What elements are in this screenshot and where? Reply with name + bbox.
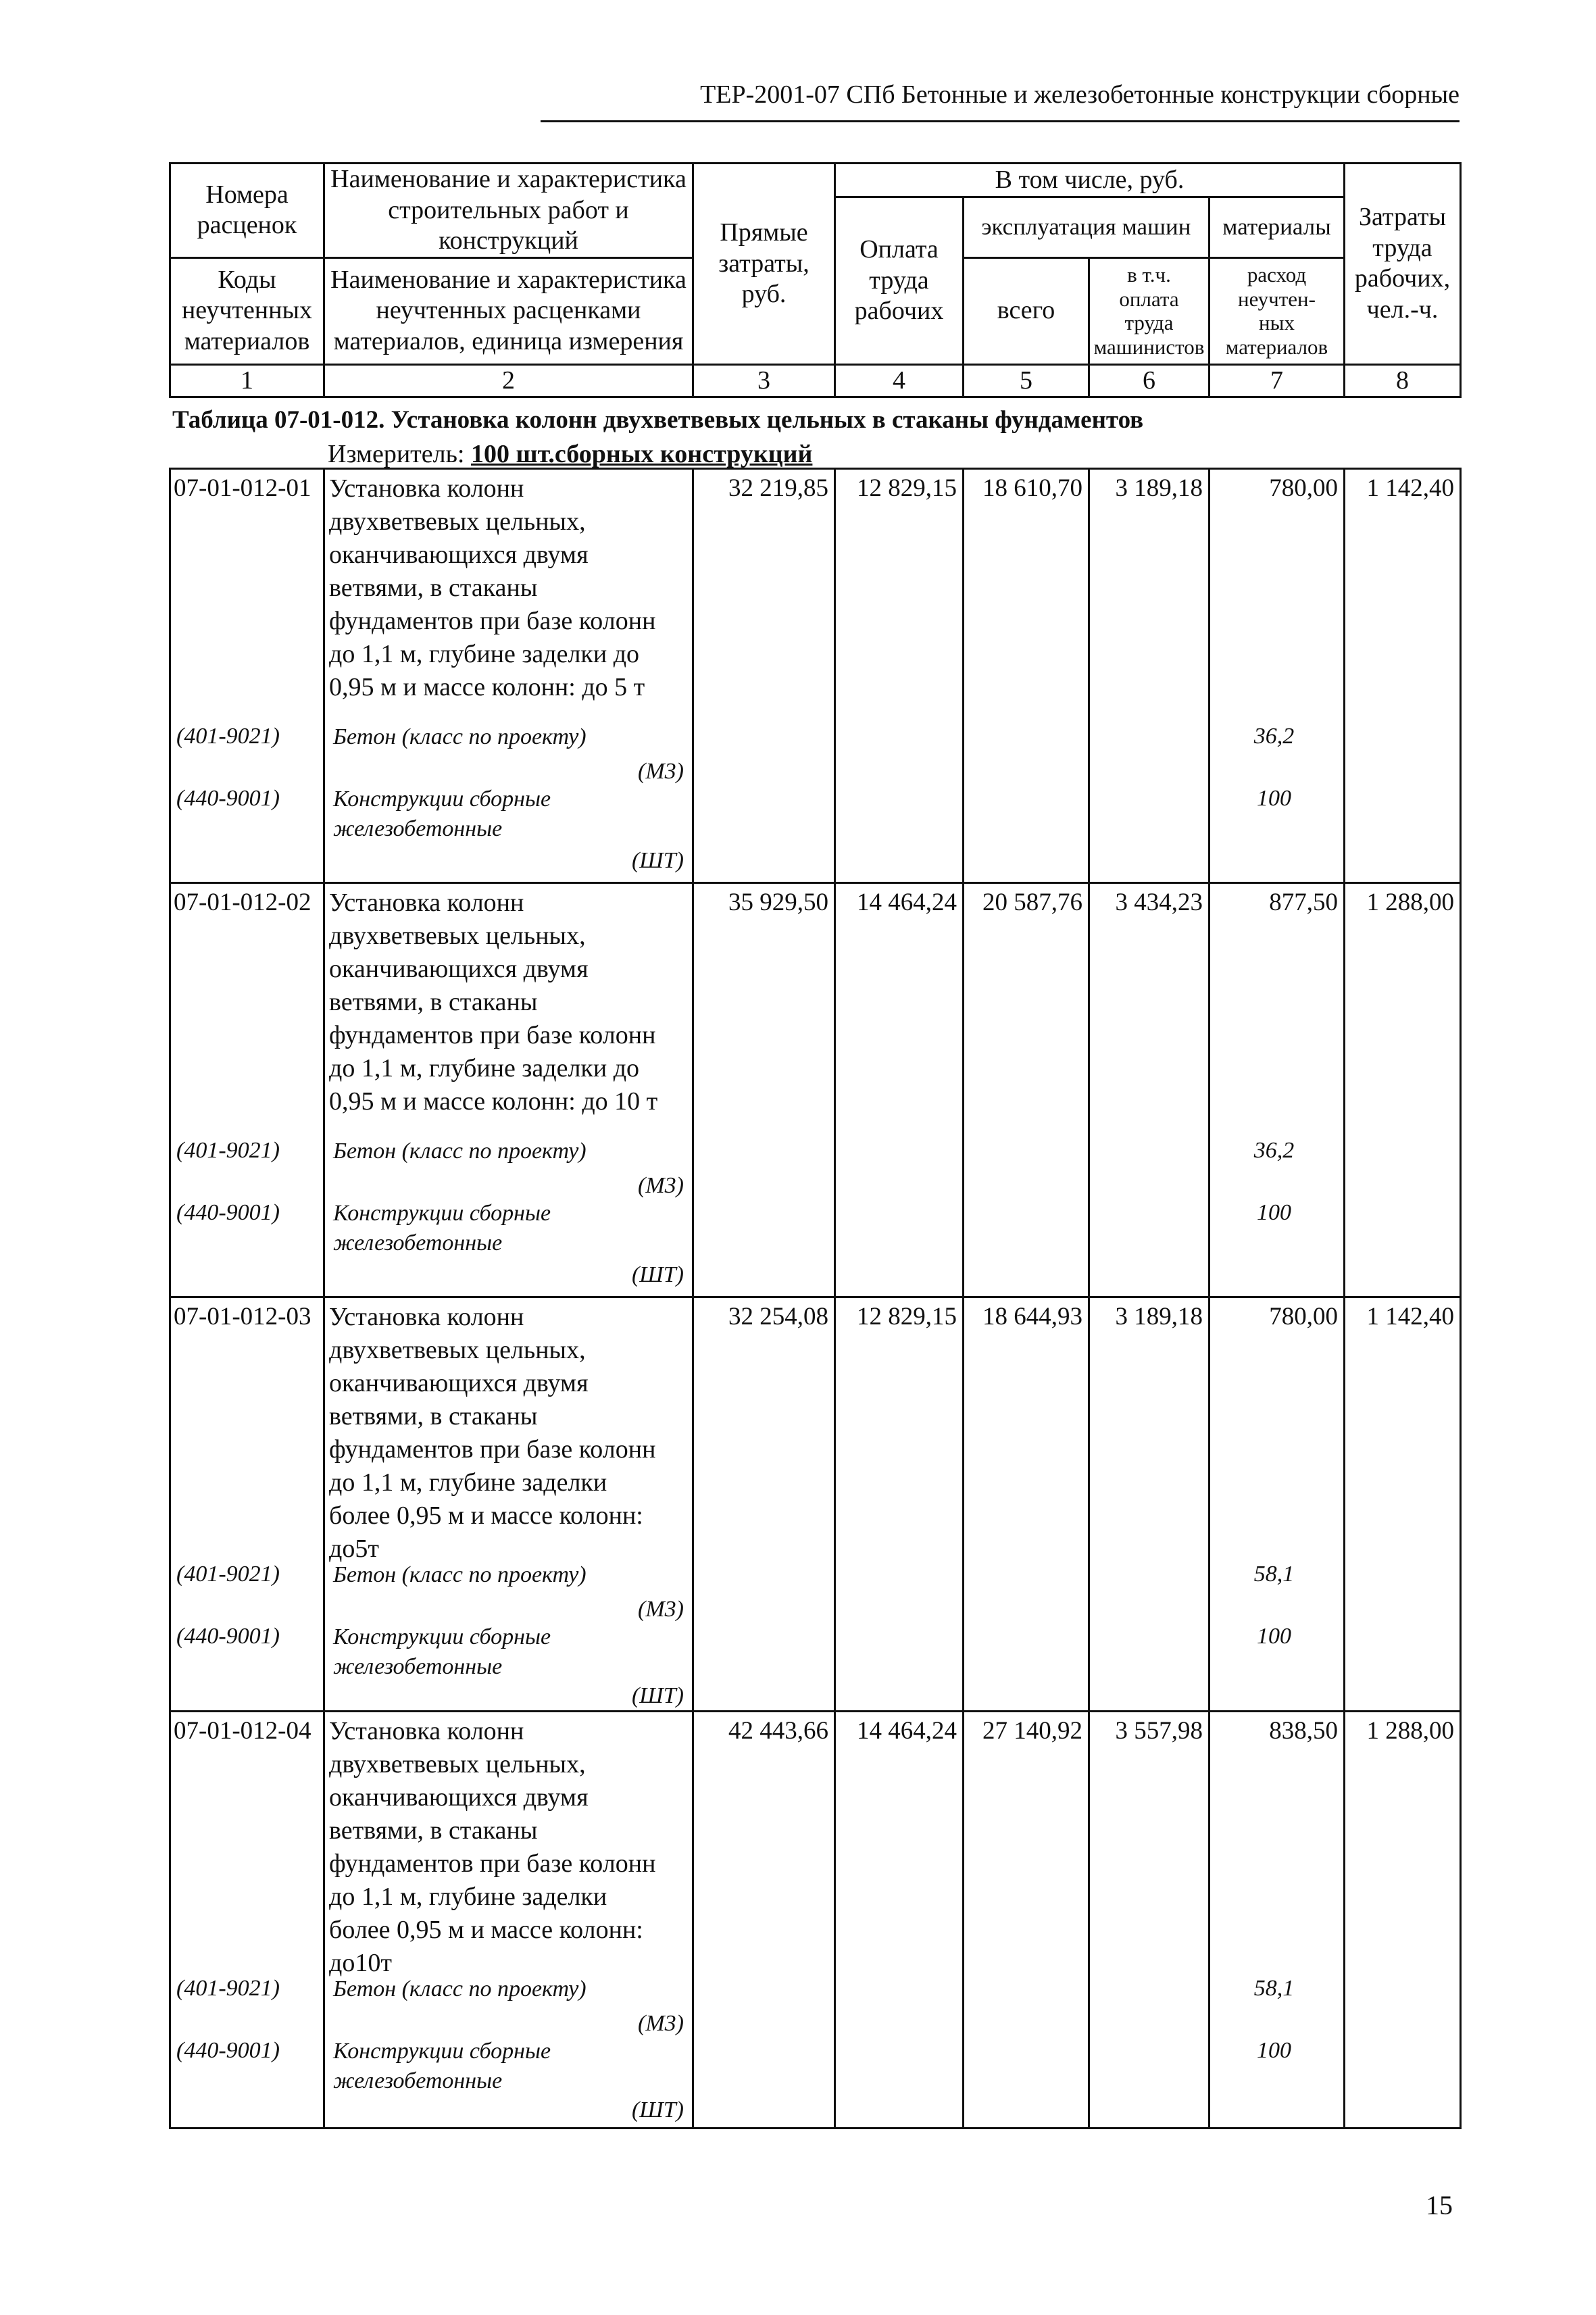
material-name-line: Конструкции сборные: [333, 2039, 551, 2064]
material-unit: (ШТ): [631, 848, 684, 873]
col-labor-pay-header: [835, 197, 964, 365]
header-line: Прямые: [720, 218, 808, 247]
rate-code: 07-01-012-03: [174, 1303, 311, 1330]
col-machines-header: эксплуатация машин: [964, 197, 1210, 258]
labor-pay-cell: [835, 1297, 964, 1712]
material-name-line: Бетон (класс по проекту): [333, 724, 587, 749]
direct-costs-value: 35 929,50: [728, 889, 828, 916]
material-name-line: Конструкции сборные: [333, 1201, 551, 1226]
labor-pay-value: 12 829,15: [857, 1303, 957, 1330]
labor-hours-cell: [1345, 1712, 1461, 2129]
description-line: до10т: [329, 1949, 392, 1977]
header-line: материалов: [1225, 334, 1328, 359]
header-line: в т.ч.: [1127, 263, 1171, 287]
material-name: [333, 1137, 691, 1166]
material-unit: (ШТ): [631, 2097, 684, 2122]
table-caption: Таблица 07-01-012. Установка колонн двухветвевых цельных в стаканы фундаментов: [172, 406, 1144, 434]
machinists-pay-value: 3 189,18: [1115, 1303, 1203, 1330]
materials-value: 780,00: [1269, 474, 1338, 502]
labor-hours-cell: [1345, 469, 1461, 883]
col-number-1: 1: [170, 364, 324, 397]
direct-costs-cell: [693, 469, 835, 883]
description-line: фундаментов при базе колонн: [329, 1021, 656, 1049]
description-line: оканчивающихся двумя: [329, 1783, 589, 1812]
table-row: [170, 883, 1461, 1297]
page-number: 15: [1426, 2190, 1453, 2220]
header-line: неучтенных: [181, 296, 313, 325]
material-name: [333, 1560, 691, 1590]
material-code: (440-9001): [176, 2038, 280, 2063]
col-number-3: 3: [693, 364, 835, 397]
description-line: 0,95 м и массе колонн: до 10 т: [329, 1087, 658, 1116]
header-line: ных: [1259, 311, 1295, 335]
materials-value: 780,00: [1269, 1303, 1338, 1330]
header-divider: [541, 120, 1460, 122]
description-line: оканчивающихся двумя: [329, 541, 589, 569]
material-name-line: Бетон (класс по проекту): [333, 1562, 587, 1587]
description-line: до 1,1 м, глубине заделки: [329, 1883, 607, 1911]
labor-pay-cell: [835, 469, 964, 883]
col-rate-number-header: [170, 164, 324, 258]
direct-costs-value: 32 219,85: [728, 474, 828, 502]
table-row: [170, 469, 1461, 883]
table-row: [170, 1712, 1461, 2129]
material-name-line: Бетон (класс по проекту): [333, 1976, 587, 2001]
material-name-line: Конструкции сборные: [333, 1624, 551, 1649]
header-line: труда: [869, 266, 929, 295]
material-code: (401-9021): [176, 724, 280, 749]
header-line: строительных работ и конструкций: [388, 195, 629, 255]
measure-label: Измеритель:: [328, 440, 465, 468]
machinists-pay-value: 3 434,23: [1115, 889, 1203, 916]
machinists-pay-value: 3 557,98: [1115, 1717, 1203, 1745]
col-number-5: 5: [964, 364, 1089, 397]
description-line: Установка колонн: [329, 1303, 524, 1331]
col-machinists-pay-header: [1089, 257, 1210, 364]
labor-hours-cell: [1345, 883, 1461, 1297]
direct-costs-value: 32 254,08: [728, 1303, 828, 1330]
description-cell: [324, 469, 693, 883]
header-line: труда: [1372, 233, 1432, 262]
col-labor-hours-header: [1345, 164, 1461, 365]
description-line: до 1,1 м, глубине заделки до: [329, 1054, 640, 1082]
header-line: Коды: [218, 265, 276, 294]
material-consumption: 100: [1257, 2038, 1291, 2063]
materials-value: 838,50: [1269, 1717, 1338, 1745]
machines-total-value: 18 644,93: [982, 1303, 1082, 1330]
machines-total-value: 18 610,70: [982, 474, 1082, 502]
material-name: [333, 2037, 691, 2096]
material-unit: (М3): [638, 2011, 684, 2036]
material-name-line: железобетонные: [333, 816, 503, 841]
rate-code: 07-01-012-04: [174, 1717, 311, 1745]
material-code: (401-9021): [176, 1562, 280, 1587]
description-line: ветвями, в стаканы: [329, 1816, 538, 1845]
col-number-6: 6: [1089, 364, 1210, 397]
materials-value: 877,50: [1269, 889, 1338, 916]
machinists-pay-cell: [1089, 1712, 1210, 2129]
material-consumption: 36,2: [1253, 724, 1295, 749]
header-line: машинистов: [1093, 334, 1205, 359]
rate-code: 07-01-012-01: [174, 474, 311, 502]
description-line: Установка колонн: [329, 889, 524, 917]
header-line: неучтенных расценками: [376, 296, 641, 325]
description-line: до 1,1 м, глубине заделки: [329, 1468, 607, 1497]
description-line: 0,95 м и массе колонн: до 5 т: [329, 673, 645, 701]
header-line: Затраты: [1358, 203, 1446, 232]
col-materials-header: материалы: [1210, 197, 1345, 258]
direct-costs-value: 42 443,66: [728, 1717, 828, 1745]
rate-code: 07-01-012-02: [174, 889, 311, 916]
rate-code-cell: [170, 1712, 324, 2129]
description-line: до5т: [329, 1535, 379, 1563]
measure-unit: 100 шт.сборных конструкций: [471, 440, 813, 468]
materials-cell: [1210, 469, 1345, 883]
col-material-codes-header: [170, 257, 324, 364]
header-line: Наименование и характеристика: [330, 165, 687, 193]
description-line: ветвями, в стаканы: [329, 988, 538, 1016]
header-line: руб.: [741, 280, 787, 309]
material-unit: (М3): [638, 1173, 684, 1198]
material-name: [333, 1974, 691, 2004]
description-line: Установка колонн: [329, 474, 524, 503]
header-line: Наименование и характеристика: [330, 265, 687, 294]
rate-code-cell: [170, 1297, 324, 1712]
description-line: фундаментов при базе колонн: [329, 1435, 656, 1464]
material-consumption: 58,1: [1253, 1562, 1295, 1587]
material-name-line: железобетонные: [333, 1230, 503, 1255]
table-row: [170, 1297, 1461, 1712]
material-code: (401-9021): [176, 1138, 280, 1163]
direct-costs-cell: [693, 1712, 835, 2129]
labor-pay-value: 14 464,24: [857, 1717, 957, 1745]
machines-total-cell: [964, 1712, 1089, 2129]
column-header-table: [169, 162, 1462, 398]
description-line: ветвями, в стаканы: [329, 1402, 538, 1430]
description-line: оканчивающихся двумя: [329, 1369, 589, 1397]
materials-cell: [1210, 1712, 1345, 2129]
col-number-7: 7: [1210, 364, 1345, 397]
machines-total-value: 20 587,76: [982, 889, 1082, 916]
material-name: [333, 1199, 691, 1258]
material-code: (440-9001): [176, 1200, 280, 1225]
material-unit: (М3): [638, 1597, 684, 1622]
header-line: Номера: [205, 180, 289, 209]
material-unit: (ШТ): [631, 1262, 684, 1287]
material-name: [333, 722, 691, 752]
col-number-8: 8: [1345, 364, 1461, 397]
col-number-4: 4: [835, 364, 964, 397]
labor-pay-value: 14 464,24: [857, 889, 957, 916]
col-machines-total-header: всего: [964, 257, 1089, 364]
col-unaccounted-materials-header: [1210, 257, 1345, 364]
col-direct-costs-header: [693, 164, 835, 365]
header-line: материалов: [184, 327, 310, 356]
machinists-pay-cell: [1089, 883, 1210, 1297]
material-name: [333, 785, 691, 844]
header-line: материалов, единица измерения: [333, 327, 684, 356]
labor-pay-value: 12 829,15: [857, 474, 957, 502]
col-work-name-header: [324, 164, 693, 258]
machines-total-cell: [964, 1297, 1089, 1712]
header-line: рабочих,: [1354, 264, 1451, 293]
description-line: двухветвевых цельных,: [329, 1336, 586, 1364]
header-line: оплата: [1119, 287, 1179, 311]
col-number-2: 2: [324, 364, 693, 397]
direct-costs-cell: [693, 1297, 835, 1712]
description-line: оканчивающихся двумя: [329, 955, 589, 983]
description-line: двухветвевых цельных,: [329, 507, 586, 536]
description-cell: [324, 1297, 693, 1712]
labor-pay-cell: [835, 883, 964, 1297]
description-line: более 0,95 м и массе колонн:: [329, 1916, 643, 1944]
labor-pay-cell: [835, 1712, 964, 2129]
col-material-name-header: [324, 257, 693, 364]
material-name-line: Конструкции сборные: [333, 787, 551, 812]
header-line: труда: [1124, 311, 1174, 335]
rate-code-cell: [170, 883, 324, 1297]
measure-line: [328, 439, 812, 469]
material-name: [333, 1622, 691, 1682]
description-line: Установка колонн: [329, 1717, 524, 1745]
material-code: (440-9001): [176, 1624, 280, 1649]
material-consumption: 100: [1257, 1200, 1291, 1225]
direct-costs-cell: [693, 883, 835, 1297]
labor-hours-cell: [1345, 1297, 1461, 1712]
header-line: Оплата: [859, 235, 939, 264]
machines-total-cell: [964, 469, 1089, 883]
description-line: фундаментов при базе колонн: [329, 607, 656, 635]
labor-hours-value: 1 142,40: [1366, 1303, 1454, 1330]
header-line: затраты,: [718, 249, 809, 278]
description-cell: [324, 883, 693, 1297]
machinists-pay-cell: [1089, 1297, 1210, 1712]
material-name-line: железобетонные: [333, 1654, 503, 1679]
materials-cell: [1210, 883, 1345, 1297]
rates-table: [169, 468, 1462, 2129]
machinists-pay-cell: [1089, 469, 1210, 883]
description-line: двухветвевых цельных,: [329, 922, 586, 950]
material-consumption: 58,1: [1253, 1976, 1295, 2001]
material-consumption: 100: [1257, 786, 1291, 811]
description-cell: [324, 1712, 693, 2129]
material-unit: (М3): [638, 759, 684, 784]
labor-hours-value: 1 288,00: [1366, 1717, 1454, 1745]
machines-total-value: 27 140,92: [982, 1717, 1082, 1745]
description-line: двухветвевых цельных,: [329, 1750, 586, 1778]
labor-hours-value: 1 288,00: [1366, 889, 1454, 916]
rate-code-cell: [170, 469, 324, 883]
description-line: до 1,1 м, глубине заделки до: [329, 640, 640, 668]
machinists-pay-value: 3 189,18: [1115, 474, 1203, 502]
header-line: расценок: [197, 211, 297, 240]
material-consumption: 100: [1257, 1624, 1291, 1649]
header-line: чел.-ч.: [1366, 295, 1439, 324]
header-line: неучтен-: [1238, 287, 1316, 311]
material-code: (401-9021): [176, 1976, 280, 2001]
header-line: расход: [1247, 263, 1307, 287]
page-header-title: ТЕР-2001-07 СПб Бетонные и железобетонные конструкции сборные: [700, 80, 1460, 109]
materials-cell: [1210, 1297, 1345, 1712]
material-name-line: железобетонные: [333, 2068, 503, 2093]
description-line: более 0,95 м и массе колонн:: [329, 1501, 643, 1530]
material-unit: (ШТ): [631, 1683, 684, 1708]
header-line: рабочих: [854, 297, 944, 326]
material-code: (440-9001): [176, 786, 280, 811]
col-group-header: В том числе, руб.: [835, 164, 1345, 197]
material-consumption: 36,2: [1253, 1138, 1295, 1163]
machines-total-cell: [964, 883, 1089, 1297]
description-line: фундаментов при базе колонн: [329, 1849, 656, 1878]
labor-hours-value: 1 142,40: [1366, 474, 1454, 502]
material-name-line: Бетон (класс по проекту): [333, 1139, 587, 1164]
description-line: ветвями, в стаканы: [329, 574, 538, 602]
